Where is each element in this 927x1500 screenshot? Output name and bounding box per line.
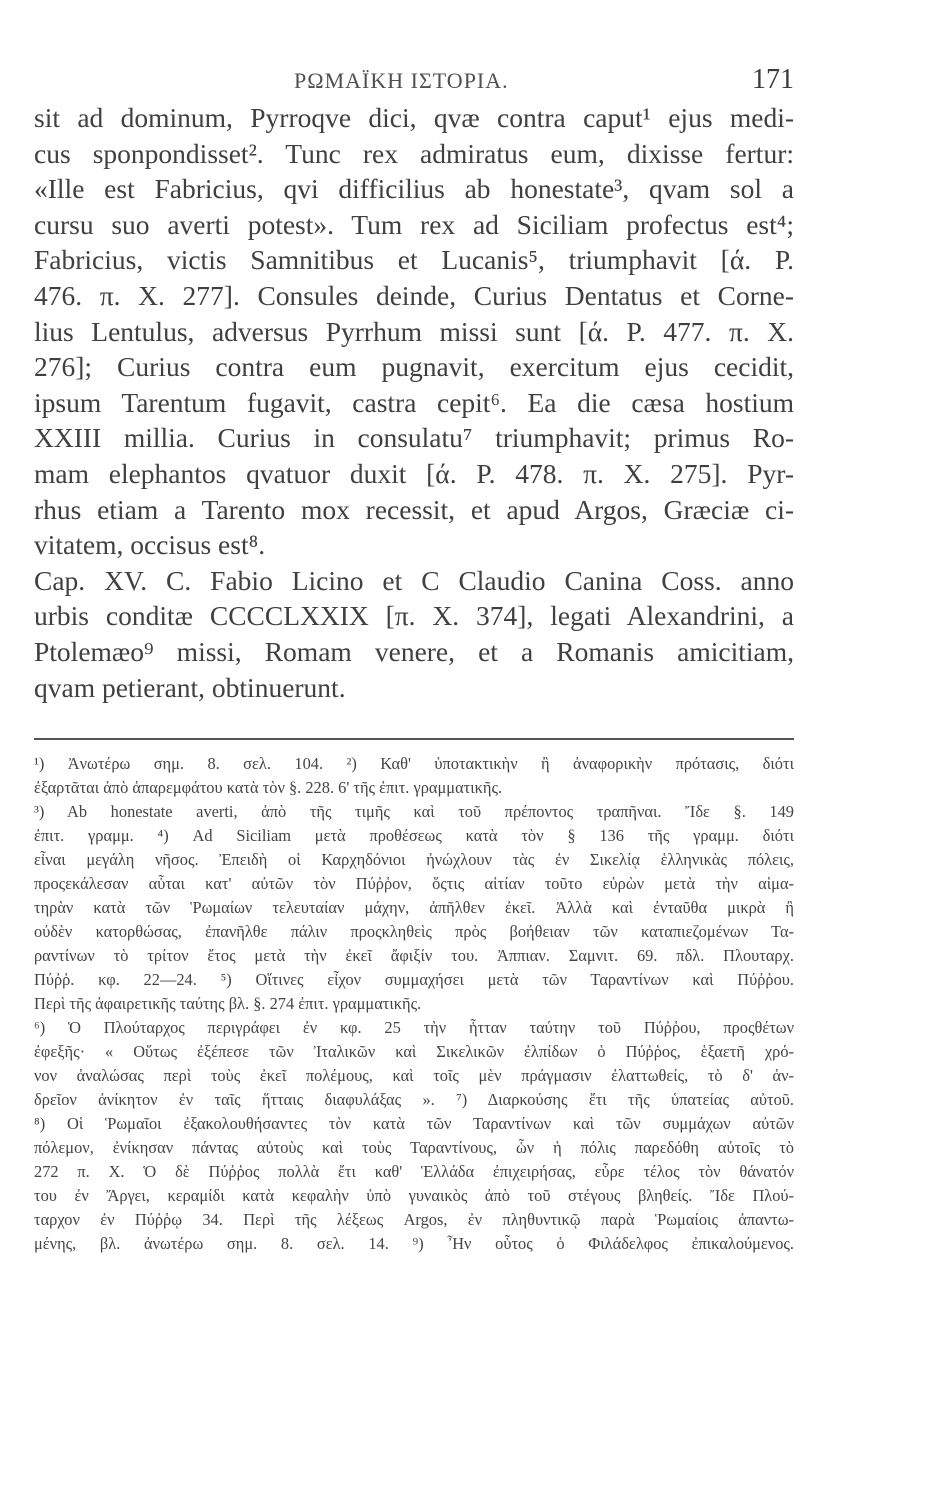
footnote-line: ἐφεξῆς· « Οὕτως ἐξέπεσε τῶν Ἰταλικῶν καὶ Σικελικῶν ἐλπίδων ὁ Πύῤῥος, ἑξαετῆ χρό-	[34, 1042, 794, 1061]
running-title: ΡΩΜΑΪΚΗ ΙΣΤΟΡΙΑ.	[294, 68, 509, 93]
footnote-line: τηρὰν κατὰ τῶν Ῥωμαίων τελευταίαν μάχην, ἀπῆλθεν ἐκεῖ. Ἀλλὰ καὶ ἐνταῦθα μικρὰ ἢ	[34, 898, 794, 917]
text-line: qvam petierant, obtinuerunt.	[34, 671, 346, 703]
footnote-line: ταρχον ἐν Πύῤῥῳ 34. Περὶ τῆς λέξεως Argos, ἐν πληθυντικῷ παρὰ Ῥωμαίοις ἀπαντω-	[34, 1210, 794, 1229]
text-line: Cap. XV. C. Fabio Licino et C Claudio Canina Coss. anno	[34, 564, 794, 596]
text-line: cursu suo averti potest». Tum rex ad Siciliam profectus est⁴;	[34, 208, 794, 240]
footnote-line: ¹) Ἀνωτέρω σημ. 8. σελ. 104. ²) Καθ' ὑποτακτικὴν ἢ ἀναφορικὴν πρότασις, διότι	[34, 754, 794, 773]
text-line: urbis conditæ CCCCLXXIX [π. Χ. 374], legati Alexandrini, a	[34, 600, 794, 632]
text-line: cus sponpondisset². Tunc rex admiratus eum, dixisse fertur:	[34, 137, 794, 169]
footnote-line: νον ἀναλώσας περὶ τοὺς ἐκεῖ πολέμους, καὶ τοῖς μὲν πράγμασιν ἐλαττωθείς, τὸ δ' ἀν-	[34, 1066, 794, 1085]
text-line: ipsum Tarentum fugavit, castra cepit⁶. Ea die cæsa hostium	[34, 386, 794, 418]
text-line: Ptolemæo⁹ missi, Romam venere, et a Romanis amicitiam,	[34, 635, 794, 667]
footnote-line: ⁶) Ὁ Πλούταρχος περιγράφει ἐν κφ. 25 τὴν ἧτταν ταύτην τοῦ Πύῤῥου, προςθέτων	[34, 1018, 794, 1037]
text-line: sit ad dominum, Pyrroqve dici, qvæ contra caput¹ ejus medi-	[34, 102, 794, 133]
footnote-divider	[34, 738, 794, 740]
text-line: «Ille est Fabricius, qvi difficilius ab honestate³, qvam sol a	[34, 173, 794, 205]
footnote-line: ραντίνων τὸ τρίτον ἔτος μετὰ τὴν ἐκεῖ ἄφιξίν του. Ἀππιαν. Σαμνιτ. 69. πδλ. Πλουταρχ.	[34, 946, 794, 965]
text-line: XXIII millia. Curius in consulatu⁷ triumphavit; primus Ro-	[34, 422, 794, 454]
footnote-line: δρεῖον ἀνίκητον ἐν ταῖς ἥτταις διαφυλάξας ». ⁷) Διαρκούσης ἔτι τῆς ὑπατείας αὐτοῦ.	[34, 1090, 794, 1109]
text-line: vitatem, occisus est⁸.	[34, 529, 266, 561]
text-line: Fabricius, victis Samnitibus et Lucanis⁵, triumphavit [ά. Ρ.	[34, 244, 794, 276]
text-line: mam elephantos qvatuor duxit [ά. Ρ. 478. π. Χ. 275]. Pyr-	[34, 457, 794, 489]
text-line: 276]; Curius contra eum pugnavit, exercitum ejus cecidit,	[34, 351, 794, 383]
footnote-line: πόλεμον, ἐνίκησαν πάντας αὐτοὺς καὶ τοὺς Ταραντίνους, ὧν ἡ πόλις παρεδόθη αὐτοῖς τὸ	[34, 1138, 794, 1157]
text-line: rhus etiam a Tarento mox recessit, et apud Argos, Græciæ ci-	[34, 493, 794, 525]
footnote-line: μένης, βλ. ἀνωτέρω σημ. 8. σελ. 14. ⁹) Ἦν οὗτος ὁ Φιλάδελφος ἐπικαλούμενος.	[34, 1234, 794, 1253]
footnote-line: Περὶ τῆς ἀφαιρετικῆς ταύτης βλ. §. 274 ἐπιτ. γραμματικῆς.	[34, 994, 422, 1013]
text-line: lius Lentulus, adversus Pyrrhum missi sunt [ά. Ρ. 477. π. Χ.	[34, 315, 794, 347]
text-line: 476. π. Χ. 277]. Consules deinde, Curius Dentatus et Corne-	[34, 279, 794, 311]
footnote-line: ἐξαρτᾶται ἀπὸ ἀπαρεμφάτου κατὰ τὸν §. 228. 6' τῆς ἐπιτ. γραμματικῆς.	[34, 778, 503, 797]
footnote-line: οὐδὲν κατορθώσας, ἐπανῆλθε πάλιν προςκληθεὶς πρὸς βοήθειαν τῶν καταπιεζομένων Τα-	[34, 922, 794, 941]
footnote-line: εἶναι μεγάλη νῆσος. Ἐπειδὴ οἱ Καρχηδόνιοι ἠνώχλουν τὰς ἐν Σικελίᾳ ἑλληνικὰς πόλεις,	[34, 850, 794, 869]
footnote-line: Πύῤῥ. κφ. 22—24. ⁵) Οἵτινες εἶχον συμμαχήσει μετὰ τῶν Ταραντίνων καὶ Πύῤῥου.	[34, 970, 794, 989]
page-number: 171	[752, 64, 794, 95]
footnote-line: του ἐν Ἄργει, κεραμίδι κατὰ κεφαλὴν ὑπὸ γυναικὸς ἀπὸ τοῦ στέγους βληθείς. Ἴδε Πλού-	[34, 1186, 794, 1205]
page-header	[34, 62, 794, 98]
footnote-line: ⁸) Οἱ Ῥωμαῖοι ἐξακολουθήσαντες τὸν κατὰ τῶν Ταραντίνων καὶ τῶν συμμάχων αὐτῶν	[34, 1114, 794, 1133]
footnote-line: προςεκάλεσαν αὗται κατ' αὐτῶν τὸν Πύῤῥον, ὅςτις αἰτίαν τοῦτο εὑρὼν μετὰ τὴν αἱμα-	[34, 874, 794, 893]
book-page	[34, 0, 794, 1500]
footnote-line: 272 π. Χ. Ὁ δὲ Πύῤῥος πολλὰ ἔτι καθ' Ἑλλάδα ἐπιχειρήσας, εὗρε τέλος τὸν θάνατόν	[34, 1162, 794, 1181]
main-text	[34, 100, 794, 705]
footnote-line: ἐπιτ. γραμμ. ⁴) Ad Siciliam μετὰ προθέσεως κατὰ τὸν § 136 τῆς γραμμ. διότι	[34, 826, 794, 845]
footnotes	[34, 752, 794, 1256]
footnote-line: ³) Ab honestate averti, ἀπὸ τῆς τιμῆς καὶ τοῦ πρέποντος τραπῆναι. Ἴδε §. 149	[34, 802, 794, 821]
